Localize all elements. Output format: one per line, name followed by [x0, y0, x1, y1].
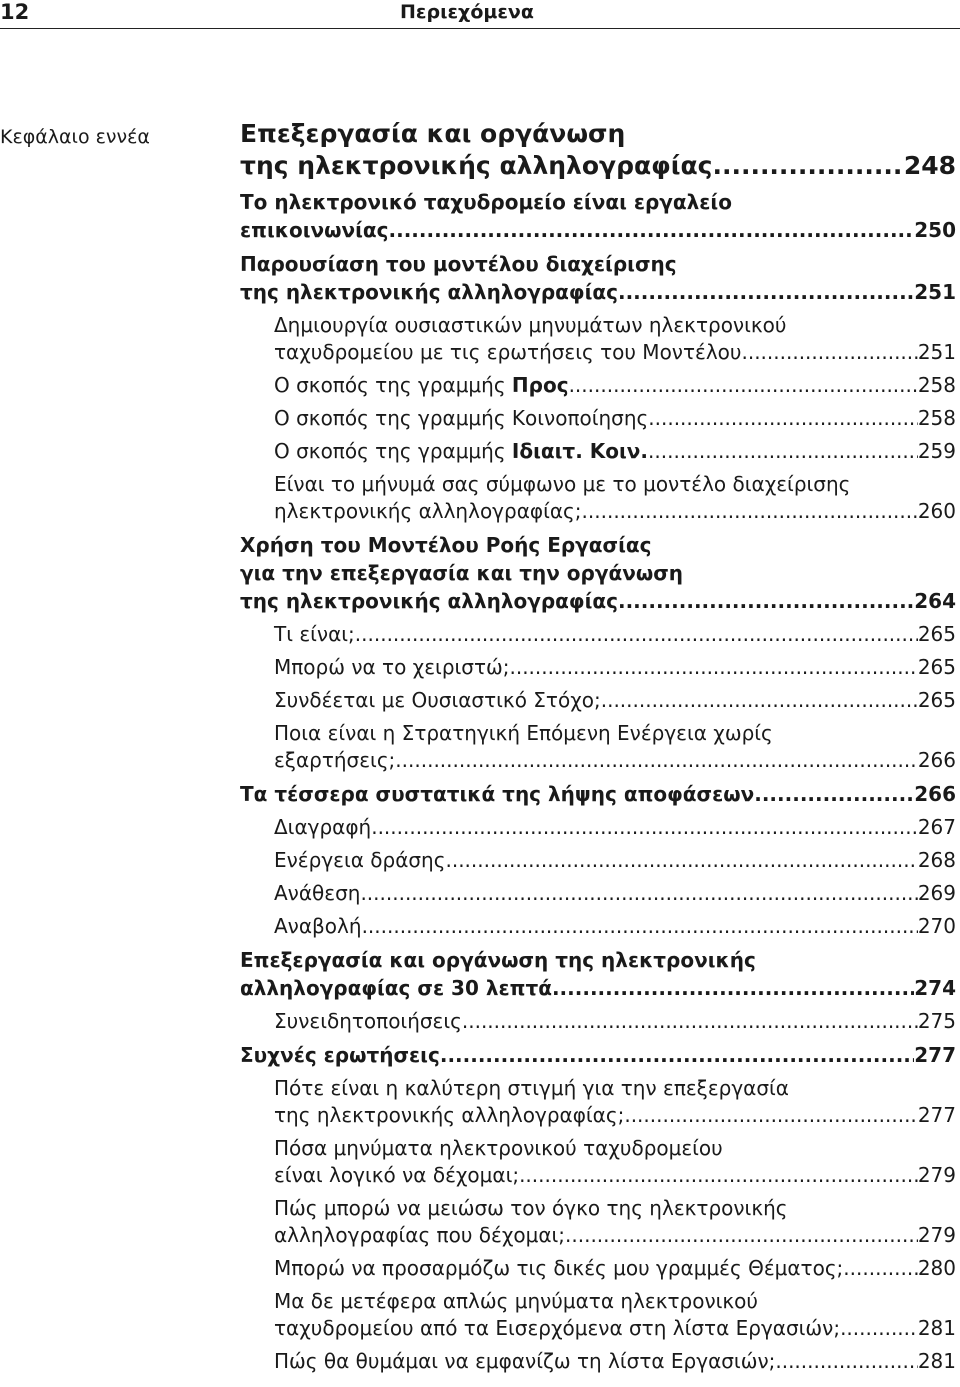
toc-page: 250 — [914, 218, 956, 242]
leader-dots — [362, 913, 918, 940]
leader-dots — [519, 1162, 918, 1189]
header-rule — [0, 28, 960, 29]
toc-page: 264 — [914, 589, 956, 613]
toc-text: Ο σκοπός της γραμμής Κοινοποίησης — [274, 406, 649, 430]
toc-text: Μπορώ να το χειριστώ; — [274, 655, 510, 679]
toc-page: 265 — [917, 622, 956, 646]
toc-text: Συχνές ερωτήσεις — [240, 1043, 440, 1067]
leader-dots — [360, 880, 917, 907]
toc-text: ταχυδρομείου με τις ερωτήσεις του Μοντέλου — [274, 340, 742, 364]
toc-text: Ο σκοπός της γραμμής Προς — [274, 373, 569, 397]
toc-page: 280 — [917, 1256, 956, 1280]
toc-subsection — [274, 847, 956, 874]
toc-text: είναι λογικό να δέχομαι; — [274, 1163, 520, 1187]
toc-section — [240, 188, 956, 244]
toc-text: Μα δε μετέφερα απλώς μηνύματα ηλεκτρονικού — [274, 1289, 758, 1313]
toc-subsection — [274, 1008, 956, 1035]
table-of-contents — [240, 118, 956, 1381]
toc-subsection — [274, 720, 956, 774]
leader-dots — [775, 1348, 917, 1375]
toc-text: Πόσα μηνύματα ηλεκτρονικού ταχυδρομείου — [274, 1136, 723, 1160]
toc-subsection — [274, 1195, 956, 1249]
toc-subsection — [274, 1075, 956, 1129]
toc-page: 251 — [914, 280, 956, 304]
toc-subsection — [274, 312, 956, 366]
toc-text: ταχυδρομείου από τα Εισερχόμενα στη λίστα Εργασιών; — [274, 1316, 841, 1340]
toc-page: 277 — [914, 1043, 956, 1067]
toc-text: Μπορώ να προσαρμόζω τις δικές μου γραμμές Θέματος; — [274, 1256, 844, 1280]
toc-text: Το ηλεκτρονικό ταχυδρομείο είναι εργαλείο — [240, 190, 732, 214]
toc-subsection — [274, 471, 956, 525]
leader-dots — [582, 498, 918, 525]
toc-page: 248 — [903, 151, 956, 180]
toc-text: Επεξεργασία και οργάνωση της ηλεκτρονικής — [240, 948, 756, 972]
leader-dots — [618, 278, 914, 306]
toc-text: Συνδέεται με Ουσιαστικό Στόχο; — [274, 688, 601, 712]
leader-dots — [754, 780, 914, 808]
leader-dots — [569, 372, 918, 399]
toc-subsection — [274, 913, 956, 940]
toc-subsection — [274, 438, 956, 465]
toc-text: Τι είναι; — [274, 622, 355, 646]
leader-dots — [440, 1041, 914, 1069]
toc-text: Διαγραφή — [274, 815, 372, 839]
toc-section — [240, 250, 956, 306]
toc-section — [240, 946, 956, 1002]
toc-page: 265 — [917, 688, 956, 712]
toc-subsection — [274, 880, 956, 907]
toc-text: Πότε είναι η καλύτερη στιγμή για την επεξεργασία — [274, 1076, 789, 1100]
leader-dots — [389, 216, 915, 244]
leader-dots — [601, 687, 918, 714]
leader-dots — [741, 339, 917, 366]
toc-subsection — [274, 372, 956, 399]
toc-page: 266 — [914, 782, 956, 806]
toc-page: 251 — [917, 340, 956, 364]
toc-text: Δημιουργία ουσιαστικών μηνυμάτων ηλεκτρονικού — [274, 313, 787, 337]
leader-dots — [552, 974, 914, 1002]
chapter-label: Κεφάλαιο εννέα — [0, 126, 150, 148]
leader-dots — [395, 747, 918, 774]
toc-text: ηλεκτρονικής αλληλογραφίας; — [274, 499, 582, 523]
toc-page: 265 — [917, 655, 956, 679]
toc-subsection — [274, 654, 956, 681]
toc-text: της ηλεκτρονικής αλληλογραφίας — [240, 280, 618, 304]
leader-dots — [509, 654, 917, 681]
toc-page: 267 — [917, 815, 956, 839]
toc-subsection — [274, 621, 956, 648]
toc-page: 268 — [917, 848, 956, 872]
leader-dots — [371, 814, 918, 841]
toc-subsection — [274, 1135, 956, 1189]
toc-page: 281 — [917, 1316, 956, 1340]
leader-dots — [462, 1008, 918, 1035]
toc-section — [240, 780, 956, 808]
leader-dots — [840, 1315, 918, 1342]
toc-text: της ηλεκτρονικής αλληλογραφίας — [240, 589, 618, 613]
toc-page: 281 — [917, 1349, 956, 1373]
toc-section — [240, 531, 956, 615]
toc-text: για την επεξεργασία και την οργάνωση — [240, 561, 684, 585]
toc-page: 279 — [917, 1223, 956, 1247]
toc-text: της ηλεκτρονικής αλληλογραφίας; — [274, 1103, 625, 1127]
toc-page: 258 — [917, 406, 956, 430]
toc-text: αλληλογραφίας σε 30 λεπτά — [240, 976, 552, 1000]
toc-text: Τα τέσσερα συστατικά της λήψης αποφάσεων — [240, 782, 755, 806]
toc-page: 275 — [917, 1009, 956, 1033]
toc-subsection — [274, 1348, 956, 1375]
toc-text: Ανάθεση — [274, 881, 361, 905]
toc-text: Ενέργεια δράσης — [274, 848, 446, 872]
toc-text: αλληλογραφίας που δέχομαι; — [274, 1223, 566, 1247]
toc-chapter-title — [240, 118, 956, 182]
leader-dots — [648, 438, 918, 465]
toc-text: Είναι το μήνυμά σας σύμφωνο με το μοντέλο διαχείρισης — [274, 472, 851, 496]
toc-section — [240, 1041, 956, 1069]
toc-text: Ο σκοπός της γραμμής Ιδιαιτ. Κοιν. — [274, 439, 649, 463]
running-title: Περιεχόμενα — [400, 1, 534, 23]
toc-text: Αναβολή — [274, 914, 362, 938]
toc-subsection — [274, 405, 956, 432]
toc-text: Χρήση του Μοντέλου Ροής Εργασίας — [240, 533, 652, 557]
toc-page: 274 — [914, 976, 956, 1000]
toc-subsection — [274, 687, 956, 714]
toc-text: επικοινωνίας — [240, 218, 389, 242]
toc-page: 259 — [917, 439, 956, 463]
leader-dots — [565, 1222, 918, 1249]
leader-dots — [843, 1255, 918, 1282]
toc-text: Πώς θα θυμάμαι να εμφανίζω τη λίστα Εργασιών; — [274, 1349, 776, 1373]
leader-dots — [618, 587, 914, 615]
toc-text: Συνειδητοποιήσεις — [274, 1009, 462, 1033]
toc-text: εξαρτήσεις; — [274, 748, 396, 772]
toc-subsection — [274, 1255, 956, 1282]
toc-page: 260 — [917, 499, 956, 523]
page-header — [0, 0, 960, 24]
toc-page: 269 — [917, 881, 956, 905]
toc-page: 258 — [917, 373, 956, 397]
toc-page: 266 — [917, 748, 956, 772]
leader-dots — [712, 150, 903, 182]
toc-text: Παρουσίαση του μοντέλου διαχείρισης — [240, 252, 677, 276]
leader-dots — [355, 621, 918, 648]
toc-text: της ηλεκτρονικής αλληλογραφίας — [240, 151, 713, 180]
toc-page: 270 — [917, 914, 956, 938]
leader-dots — [624, 1102, 917, 1129]
toc-text: Πώς μπορώ να μειώσω τον όγκο της ηλεκτρονικής — [274, 1196, 788, 1220]
toc-text: Επεξεργασία και οργάνωση — [240, 119, 626, 148]
toc-page: 277 — [917, 1103, 956, 1127]
leader-dots — [445, 847, 917, 874]
toc-page: 279 — [917, 1163, 956, 1187]
leader-dots — [648, 405, 918, 432]
toc-text: Ποια είναι η Στρατηγική Επόμενη Ενέργεια χωρίς — [274, 721, 773, 745]
page-number: 12 — [0, 0, 30, 24]
toc-subsection — [274, 814, 956, 841]
toc-subsection — [274, 1288, 956, 1342]
